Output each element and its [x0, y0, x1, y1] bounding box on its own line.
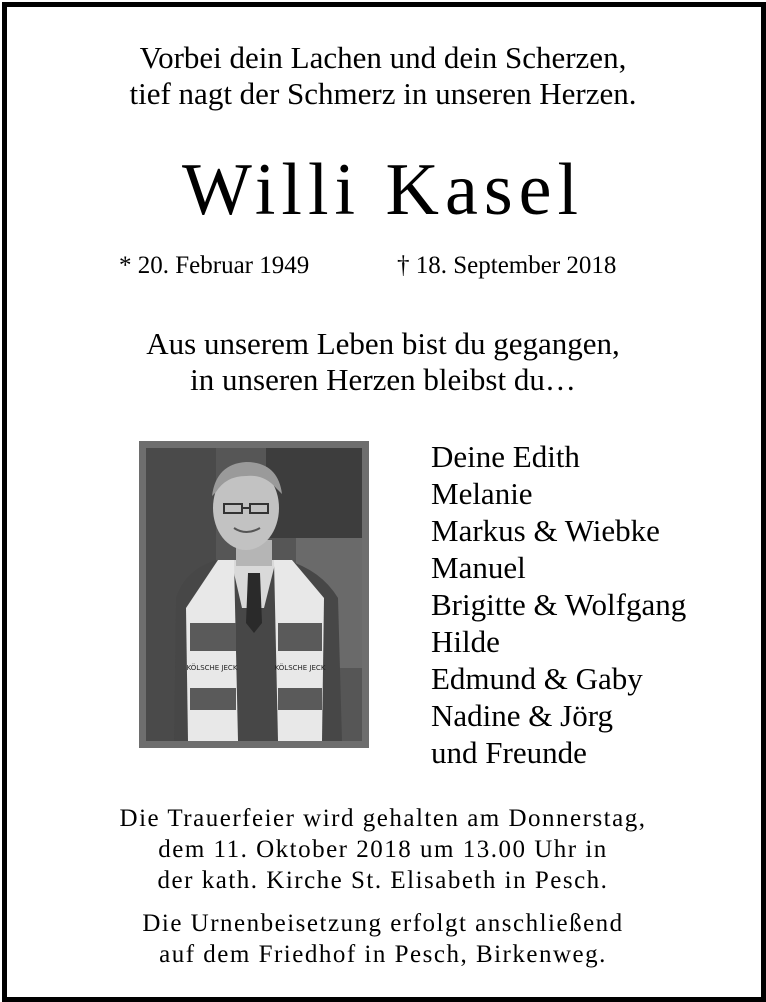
mourner-name: und Freunde [431, 735, 587, 770]
burial-line-1: Die Urnenbeisetzung erfolgt anschließend [142, 910, 624, 937]
mourner-name: Melanie [431, 476, 533, 511]
mourner-name: Edmund & Gaby [431, 661, 643, 696]
death-date: † 18. September 2018 [397, 252, 617, 279]
scarf-text-right: KÖLSCHE JECK [274, 664, 326, 672]
service-line-1: Die Trauerfeier wird gehalten am Donnerstag, [119, 805, 647, 832]
mourners-list [431, 438, 686, 771]
funeral-service-info [0, 803, 766, 896]
burial-line-2: auf dem Friedhof in Pesch, Birkenweg. [159, 941, 607, 968]
mourner-name: Deine Edith [431, 439, 580, 474]
mourner-name: Hilde [431, 624, 500, 659]
memorial-verse-line-1: Aus unserem Leben bist du gegangen, [146, 326, 620, 361]
scarf-text-left: KÖLSCHE JECK [186, 664, 238, 672]
opening-verse-line-2: tief nagt der Schmerz in unseren Herzen. [129, 76, 637, 111]
portrait-photo [139, 441, 369, 748]
mourner-name: Nadine & Jörg [431, 698, 613, 733]
memorial-verse [0, 326, 766, 398]
mourner-name: Brigitte & Wolfgang [431, 587, 687, 622]
mourner-name: Markus & Wiebke [431, 513, 660, 548]
memorial-verse-line-2: in unseren Herzen bleibst du… [190, 362, 576, 397]
service-line-2: dem 11. Oktober 2018 um 13.00 Uhr in [158, 836, 608, 863]
mourner-name: Manuel [431, 550, 526, 585]
portrait-illustration [146, 448, 362, 741]
opening-verse [0, 40, 766, 112]
deceased-name: Willi Kasel [181, 149, 585, 231]
service-line-3: der kath. Kirche St. Elisabeth in Pesch. [157, 867, 609, 894]
urn-burial-info [0, 908, 766, 970]
opening-verse-line-1: Vorbei dein Lachen und dein Scherzen, [139, 40, 627, 75]
birth-date: * 20. Februar 1949 [119, 252, 310, 279]
